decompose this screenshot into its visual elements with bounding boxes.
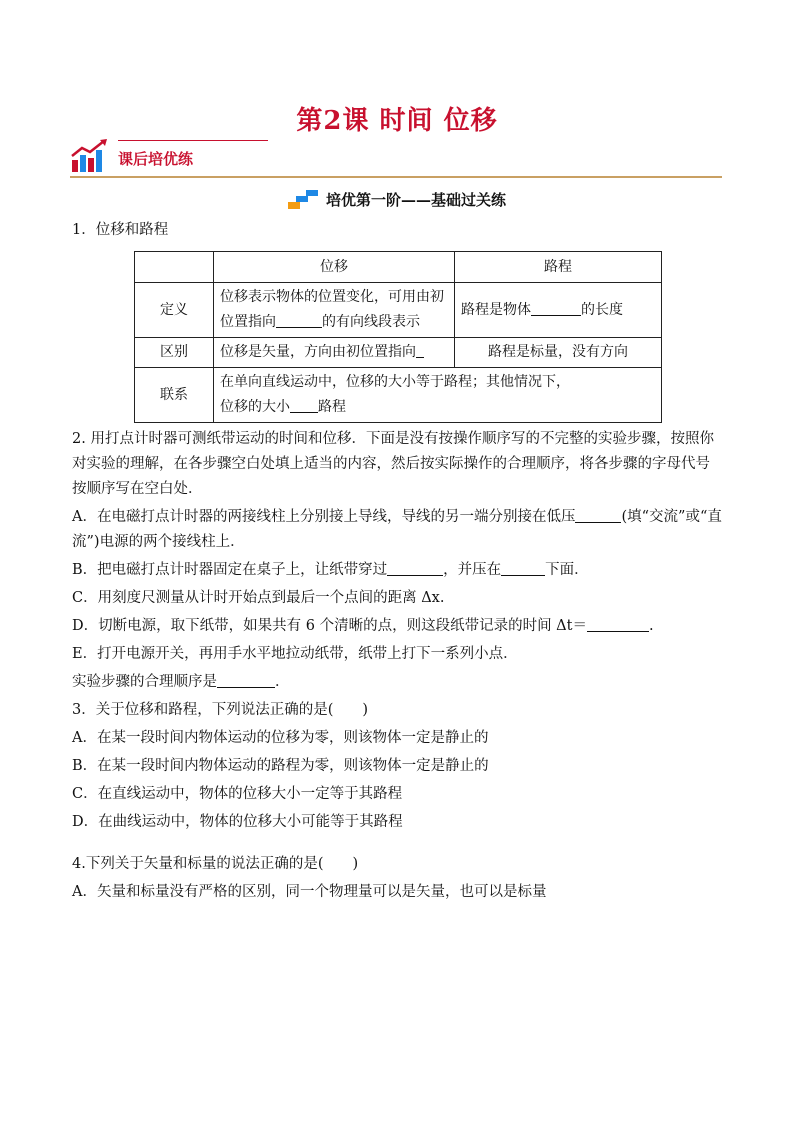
question-2-order: 实验步骤的合理顺序是 ． [72,670,724,695]
definition-displacement: 位移表示物体的位置变化，可用由初位置指向 的有向线段表示 [214,283,455,338]
difference-displacement: 位移是矢量，方向由初位置指向 [214,338,455,368]
question-3-stem: 3．关于位移和路程，下列说法正确的是( ) [72,702,369,718]
question-4-option-a: A．矢量和标量没有严格的区别，同一个物理量可以是矢量，也可以是标量 [72,884,547,900]
section-label: 课后培优练 [118,150,194,168]
row-label-difference: 区别 [135,338,214,368]
table-row [135,283,662,338]
answer-blank[interactable] [587,615,649,632]
col-header-distance: 路程 [455,252,662,283]
col-header-displacement: 位移 [214,252,455,283]
question-2-step-a: A．在电磁打点计时器的两接线柱上分别接上导线，导线的另一端分别接在低压 (填“交流”或“直流”)电源的两个接线柱上． [72,505,724,555]
answer-blank[interactable] [217,671,275,688]
question-3-option-b: B．在某一段时间内物体运动的路程为零，则该物体一定是静止的 [72,758,489,774]
steps-icon [288,188,320,210]
section-divider [70,176,722,178]
question-2-step-c: C．用刻度尺测量从计时开始点到最后一个点间的距离 Δx. [72,590,445,606]
question-2-step-d: D．切断电源，取下纸带，如果共有 6 个清晰的点，则这段纸带记录的时间 Δt＝ . [72,614,724,639]
section-top-line [118,140,268,141]
document-body [72,218,724,908]
answer-blank[interactable] [531,299,581,316]
question-1-heading: 1．位移和路程 [72,222,169,238]
page-title: 第2课 时间 位移 [296,106,498,136]
answer-blank[interactable] [575,506,621,523]
question-4-stem: 4.下列关于矢量和标量的说法正确的是( ) [72,856,359,872]
question-2-step-e: E．打开电源开关，再用手水平地拉动纸带，纸带上打下一系列小点． [72,646,518,662]
answer-blank[interactable] [501,559,545,576]
question-3-option-d: D．在曲线运动中，物体的位移大小可能等于其路程 [72,814,403,830]
difference-distance: 路程是标量，没有方向 [455,338,662,368]
table-row [135,368,662,423]
definition-distance: 路程是物体 的长度 [455,283,662,338]
question-3-option-a: A．在某一段时间内物体运动的位移为零，则该物体一定是静止的 [72,730,489,746]
question-2-stem: 2. 用打点计时器可测纸带运动的时间和位移．下面是没有按操作顺序写的不完整的实验步骤，按照你对实验的理解，在各步骤空白处填上适当的内容，然后按实际操作的合理顺序，将各步骤的字母代号按顺序写在空白处． [72,431,714,497]
row-label-relation: 联系 [135,368,214,423]
section-header [70,138,722,180]
question-3-option-c: C．在直线运动中，物体的位移大小一定等于其路程 [72,786,403,802]
table-corner [135,252,214,283]
question-2-step-b: B．把电磁打点计时器固定在桌子上，让纸带穿过 ，并压在 下面． [72,558,724,583]
relation-text: 在单向直线运动中，位移的大小等于路程；其他情况下， 位移的大小 路程 [214,368,662,423]
answer-blank[interactable] [276,311,322,328]
stage-label: 培优第一阶——基础过关练 [325,190,506,209]
answer-blank[interactable] [387,559,443,576]
table-row [135,338,662,368]
answer-blank[interactable] [290,396,318,413]
growth-chart-icon [70,138,110,174]
displacement-distance-table [134,251,662,423]
row-label-definition: 定义 [135,283,214,338]
stage-header [0,188,794,214]
answer-blank[interactable] [416,341,424,358]
